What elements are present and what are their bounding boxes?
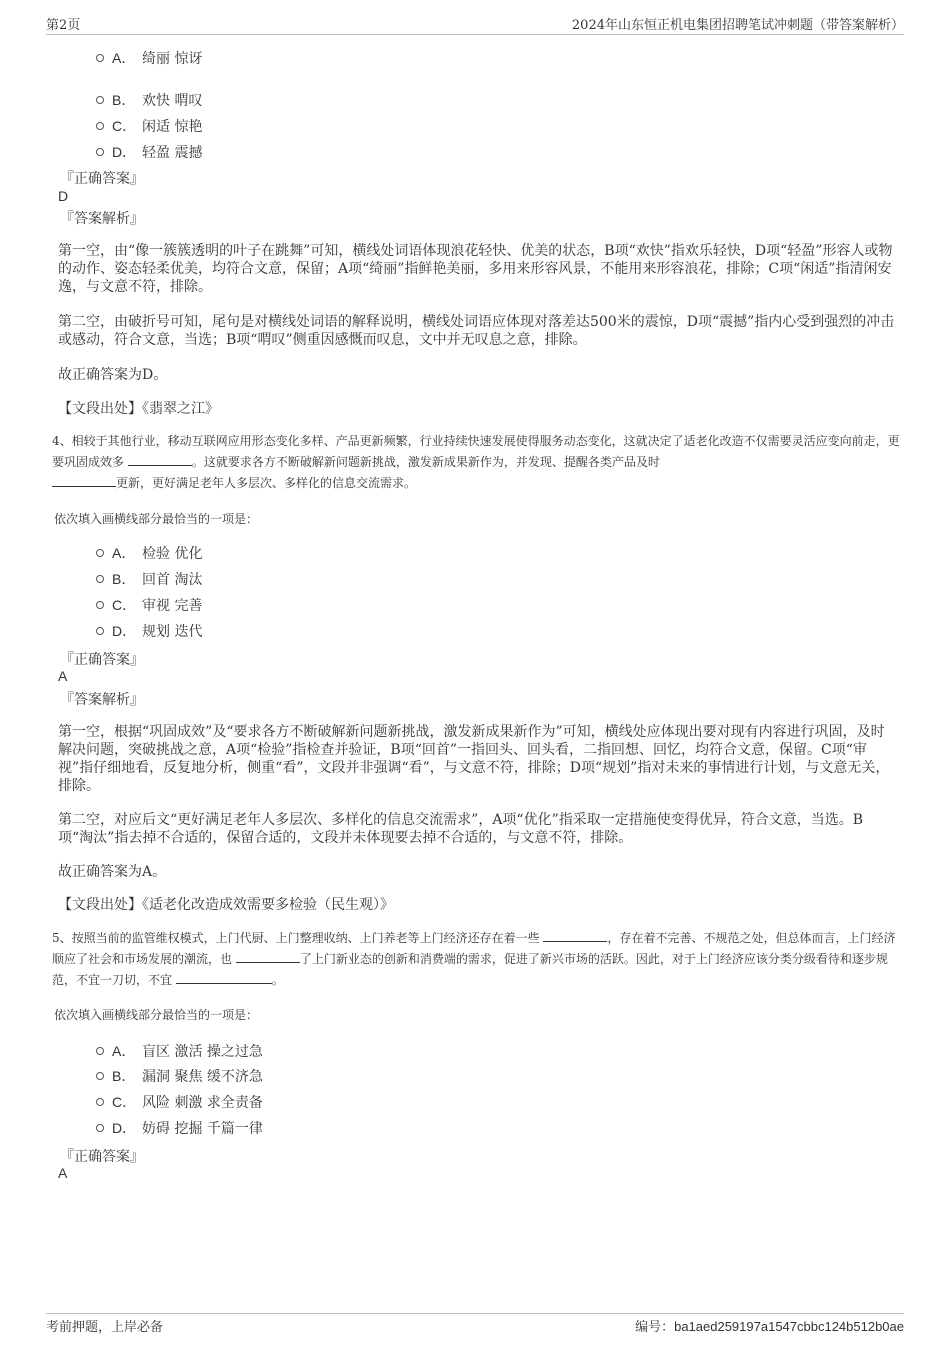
q5-option-b[interactable]: B． 漏洞 聚焦 缓不济急 <box>96 1066 263 1086</box>
q3-option-a[interactable]: A． 绮丽 惊讶 <box>96 48 202 68</box>
blank-line <box>543 929 607 942</box>
q3-option-c[interactable]: C． 闲适 惊艳 <box>96 116 202 136</box>
answer-label: 『正确答案』 <box>60 171 144 187</box>
page-header <box>46 12 904 35</box>
radio-icon[interactable] <box>96 1072 104 1080</box>
q4-option-c[interactable]: C． 审视 完善 <box>96 595 202 615</box>
q4-option-a[interactable]: A． 检验 优化 <box>96 543 202 563</box>
radio-icon[interactable] <box>96 1124 104 1132</box>
radio-icon[interactable] <box>96 122 104 130</box>
answer-value: A <box>58 668 68 684</box>
analysis-paragraph: 第一空，根据“巩固成效”及“要求各方不断破解新问题新挑战，激发新成果新作为”可知，横线处应体现出要对现有内容进行巩固，及时解决问题，突破挑战之意，A项“检验”指检查并验证，B项“回首”一指回头、回头看，二指回想、回忆，均符合文意，保留。C项“审视”指仔细地看，反复地分析，侧重“看”，文段并非强调“看”，与文意不符，排除；D项“规划”指对未来的事情进行计划，与文意无关，排除。 <box>58 724 890 794</box>
question-prompt: 依次填入画横线部分最恰当的一项是： <box>54 512 259 526</box>
analysis-conclusion: 故正确答案为D。 <box>58 367 168 383</box>
answer-label: 『正确答案』 <box>60 652 144 668</box>
footer-slogan: 考前押题，上岸必备 <box>46 1320 164 1335</box>
radio-icon[interactable] <box>96 549 104 557</box>
q3-option-b[interactable]: B． 欢快 喟叹 <box>96 90 202 110</box>
q5-option-a[interactable]: A． 盲区 激活 操之过急 <box>96 1041 263 1061</box>
blank-line <box>176 971 272 984</box>
radio-icon[interactable] <box>96 575 104 583</box>
source-citation: 【文段出处】《翡翠之江》 <box>58 401 219 417</box>
q5-option-d[interactable]: D． 妨碍 挖掘 千篇一律 <box>96 1118 263 1138</box>
analysis-paragraph: 第二空，由破折号可知，尾句是对横线处词语的解释说明，横线处词语应体现对落差达500米的震惊，D项“震撼”指内心受到强烈的冲击或感动，符合文意，当选；B项“喟叹”侧重因感慨而叹息，文中并无叹息之意，排除。 <box>58 314 895 348</box>
radio-icon[interactable] <box>96 1098 104 1106</box>
page-number: 第2页 <box>46 18 81 33</box>
radio-icon[interactable] <box>96 627 104 635</box>
question-prompt: 依次填入画横线部分最恰当的一项是： <box>54 1008 259 1022</box>
analysis-label: 『答案解析』 <box>60 692 144 708</box>
q3-option-d[interactable]: D． 轻盈 震撼 <box>96 142 202 162</box>
document-code: 编号：ba1aed259197a1547cbbc124b512b0ae <box>635 1319 904 1335</box>
blank-line <box>128 453 192 466</box>
blank-line <box>52 474 116 487</box>
page-footer <box>46 1313 904 1335</box>
answer-value: D <box>58 188 69 204</box>
radio-icon[interactable] <box>96 148 104 156</box>
radio-icon[interactable] <box>96 1047 104 1055</box>
analysis-paragraph: 第二空，对应后文“更好满足老年人多层次、多样化的信息交流需求”，A项“优化”指采取一定措施使变得优异，符合文意，当选。B项“淘汰”指去掉不合适的，保留合适的，文段并未体现要去掉不合适的，与文意不符，排除。 <box>58 812 864 846</box>
q5-option-c[interactable]: C． 风险 刺激 求全责备 <box>96 1092 263 1112</box>
answer-value: A <box>58 1165 68 1181</box>
radio-icon[interactable] <box>96 601 104 609</box>
analysis-conclusion: 故正确答案为A。 <box>58 864 167 880</box>
analysis-paragraph: 第一空，由“像一簇簇透明的叶子在跳舞”可知，横线处词语体现浪花轻快、优美的状态，B项“欢快”指欢乐轻快，D项“轻盈”形容人或物的动作、姿态轻柔优美，均符合文意，保留；A项“绮丽”指鲜艳美丽，多用来形容风景，不能用来形容浪花，排除；C项“闲适”指清闲安逸，与文意不符，排除。 <box>58 243 893 295</box>
q4-option-d[interactable]: D． 规划 迭代 <box>96 621 202 641</box>
answer-label: 『正确答案』 <box>60 1149 144 1165</box>
blank-line <box>236 950 300 963</box>
analysis-label: 『答案解析』 <box>60 211 144 227</box>
source-citation: 【文段出处】《适老化改造成效需要多检验（民生观）》 <box>58 897 394 913</box>
question-stem: 5、按照当前的监管维权模式，上门代厨、上门整理收纳、上门养老等上门经济还存在着一些 ，存在着不完善、不规范之处，但总体而言，上门经济顺应了社会和市场发展的潮流，也 了上门新业态的创新和消费端的需求，促进了新兴市场的活跃。因此，对于上门经济应该分类分级看待和逐步规范，不宜一刀切，不宜 。 <box>52 931 896 987</box>
question-stem: 4、相较于其他行业，移动互联网应用形态变化多样、产品更新频繁，行业持续快速发展使得服务动态变化，这就决定了适老化改造不仅需要灵活应变向前走，更要巩固成效多 。这就要求各方不断破解新问题新挑战，激发新成果新作为，并发现、提醒各类产品及时 更新，更好满足老年人多层次、多样化的信息交流需求。 <box>52 434 900 490</box>
radio-icon[interactable] <box>96 96 104 104</box>
q4-option-b[interactable]: B． 回首 淘汰 <box>96 569 202 589</box>
document-title: 2024年山东恒正机电集团招聘笔试冲刺题（带答案解析） <box>571 18 904 33</box>
radio-icon[interactable] <box>96 54 104 62</box>
